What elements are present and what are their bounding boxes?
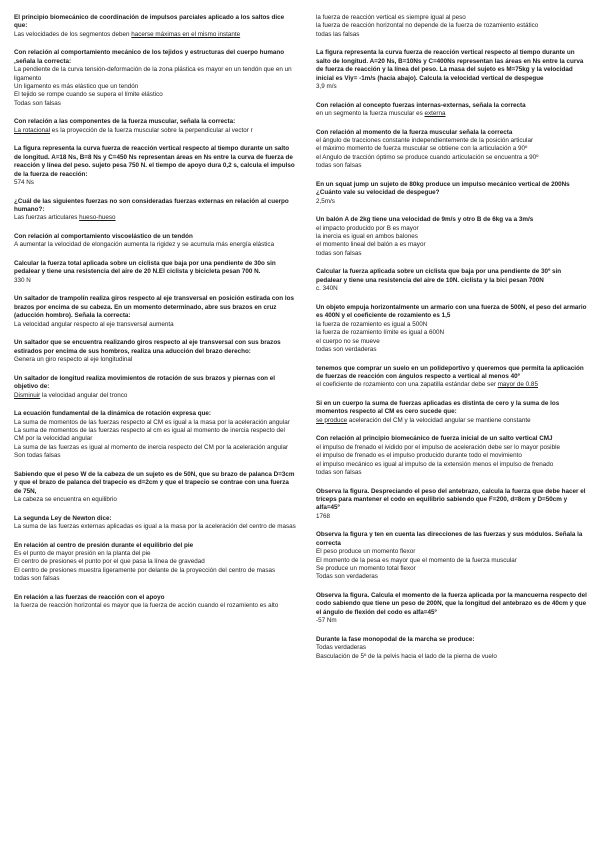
answer-line: La suma de momentos de las fuerzas respecto al CM es igual a la masa por la aceleración angular <box>14 418 290 426</box>
question-text: Si en un cuerpo la suma de fuerzas aplicadas es distinta de cero y la suma de los momentos respecto al CM es cero sucede que: <box>316 399 560 416</box>
question-block <box>316 102 588 119</box>
answer-line: El momento de la pesa es mayor que el momento de la fuerza muscular <box>316 556 517 564</box>
question-block <box>316 129 588 171</box>
answer-underlined: La rotacional <box>14 126 51 134</box>
answer-line: la fuerza de rozamiento es igual a 500N <box>316 320 428 328</box>
question-text: Observa la figura. Calcula el momento de la fuerza aplicada por la mancuerna respecto del codo sabiendo que tiene un peso de 200N, que la longitud del antebrazo es de 40cm y que el ángulo de flexión del codo es alfa=45º <box>316 591 587 616</box>
question-block <box>316 488 588 522</box>
answer-line: 3,9 m/s <box>316 83 337 91</box>
question-text: Con relación al principio biomecánico de fuerza inicial de un salto vertical CMJ <box>316 435 553 443</box>
right-column <box>316 14 588 671</box>
question-text: Un saltador de longitud realiza movimientos de rotación de sus brazos y piernas con el objetivo de: <box>14 374 276 391</box>
answer-line <box>14 392 296 400</box>
answer-line: todas son falsas <box>316 162 362 170</box>
answer-line: el impulso de frenado el ividido por el impulso de aceleración debe ser lo mayor posible <box>316 443 560 451</box>
question-text: Un balón A de 2kg tiene una velocidad de 9m/s y otro B de 6kg va a 3m/s <box>316 216 534 224</box>
question-block <box>14 410 296 460</box>
question-text: La figura representa la curva fuerza de reacción vertical respecto al tiempo durante un salto de longitud. A=18 Ns, B=8 Ns y C=450 Ns representan áreas en Ns entre la curva de fuerza de reacción y línea del peso. sujeto pesa 750 N. el tiempo de apoyo dura 0,2 s, calcula el impulso de la fuerza de reacción: <box>14 145 295 178</box>
answer-line: -57 Nm <box>316 617 337 625</box>
answer-line: c. 340N <box>316 285 338 293</box>
question-text: Con relación al concepto fuerzas internas-externas, señala la correcta <box>316 101 526 109</box>
answer-line: el cuerpo no se mueve <box>316 337 380 345</box>
answer-underlined: Disminuir <box>14 391 41 399</box>
answer-text: aceleración del CM y la velocidad angular se mantiene constante <box>347 416 531 424</box>
question-block <box>316 435 588 477</box>
answer-line: el Angulo de tracción óptimo se produce cuando articulación se encuentra a 90º <box>316 153 539 161</box>
answer-text: Las fuerzas articulares <box>14 214 80 222</box>
answer-text: la velocidad angular del tronco <box>40 391 128 399</box>
question-text: Con relación al comportamiento viscoelástico de un tendón <box>14 233 193 241</box>
answer-line: Todas verdaderas <box>316 644 367 652</box>
question-text: Un objeto empuja horizontalmente un armario con una fuerza de 500N, el peso del armario es 400N y el coeficiente de rozamiento es 1,5 <box>316 303 587 320</box>
answer-line <box>14 214 296 222</box>
answer-line: la fuerza de reacción horizontal no depende de la fuerza de rozamiento estático <box>316 22 539 30</box>
answer-line: Basculación de 5º de la pelvis hacia el lado de la pierna de vuelo <box>316 652 497 660</box>
question-block <box>14 233 296 250</box>
answer-line: Genera un giro respecto al eje longitudinal <box>14 356 133 364</box>
answer-line: La velocidad angular respecto al eje transversal aumenta <box>14 320 174 328</box>
question-text: En relación al centro de presión durante el equilibrio del pie <box>14 541 194 549</box>
question-block <box>316 49 588 91</box>
answer-line: La pendiente de la curva tensión-deformación de la zona plástica es mayor en un tendón que en un ligamento <box>14 66 292 82</box>
question-text: En relación a las fuerzas de reacción con el apoyo <box>14 593 165 601</box>
answer-line: el momento lineal del balón a es mayor <box>316 241 426 249</box>
answer-line <box>316 417 588 425</box>
answer-line: Todas son falsas <box>14 99 61 107</box>
left-column <box>14 14 296 621</box>
question-block <box>316 592 588 626</box>
question-block <box>14 260 296 285</box>
answer-line: Son todas falsas <box>14 452 61 460</box>
answer-line: El centro de presiones muestra ligeramente por delante de la proyección del centro de masas <box>14 566 276 574</box>
answer-text: Las velocidades de los segmentos deben <box>14 30 132 38</box>
answer-line: A aumentar la velocidad de elongación aumenta la rigidez y se acumula más energía elástica <box>14 241 275 249</box>
answer-line: Todas son verdaderas <box>316 573 378 581</box>
answer-line: el impulso mecánico es igual al impulso de la extensión menos el impulso de frenado <box>316 460 554 468</box>
answer-underlined: externa <box>424 110 446 118</box>
answer-text: el coeficiente de rozamiento con una zapatilla estándar debe ser <box>316 381 498 389</box>
question-text: Sabiendo que el peso W de la cabeza de un sujeto es de 50N, que su brazo de palanca D=3cm y que el brazo de palanca del trapecio es d=2cm y que el trapecio se contrae con una fuerza de 75N, <box>14 470 295 495</box>
question-block <box>316 304 588 354</box>
question-block <box>14 145 296 187</box>
question-block <box>14 49 296 108</box>
answer-line: 574 Ns <box>14 179 34 187</box>
answer-line: la fuerza de reacción vertical es siempre igual al peso <box>316 14 466 21</box>
question-block <box>316 400 588 425</box>
question-block <box>316 531 588 581</box>
question-block <box>14 515 296 532</box>
answer-line: todas son falsas <box>14 575 60 583</box>
answer-underlined: mayor de 0.85 <box>497 381 538 389</box>
answer-line: el ángulo de tracciones constante independientemente de la posición articular <box>316 137 534 145</box>
answer-text: es la proyección de la fuerza muscular sobre la perpendicular al vector r <box>50 126 253 134</box>
answer-line: la fuerza de rozamiento límite es igual a 600N <box>316 329 445 337</box>
question-text: El principio biomecánico de coordinación de impulsos parciales aplicado a los saltos dice que: <box>14 14 285 30</box>
question-text: Observa la figura y ten en cuenta las direcciones de las fuerzas y sus módulos. Señala la correcta <box>316 531 583 547</box>
question-block <box>14 375 296 400</box>
answer-line <box>14 31 296 39</box>
answer-line: la fuerza de reacción horizontal es mayor que la fuerza de acción cuando el rozamiento es alto <box>14 602 279 610</box>
question-block <box>14 118 296 135</box>
question-text: Observa la figura. Despreciando el peso del antebrazo, calcula la fuerza que debe hacer el tríceps para mantener el codo en equilibrio sabiendo que F=200, d=8cm y D=50cm y alfa=45º <box>316 487 586 512</box>
answer-line: Un ligamento es más elástico que un tendón <box>14 83 139 91</box>
answer-line: 1768 <box>316 512 331 520</box>
answer-text: en un segmento la fuerza muscular es <box>316 110 425 118</box>
answer-line: La suma de las fuerzas es igual al momento de inercia respecto del CM por la aceleración angular <box>14 443 289 451</box>
answer-line: El centro de presiones el punto por el que pasa la línea de gravedad <box>14 558 205 566</box>
answer-underlined: se produce <box>316 416 348 424</box>
question-text: Con relación al momento de la fuerza muscular señala la correcta <box>316 128 513 136</box>
question-block <box>14 198 296 223</box>
question-text: Calcular la fuerza aplicada sobre un ciclista que baja por una pendiente de 30º sin pedalear y tiene una resistencia del aire de 10N. ciclista y la bici pesan 700N <box>316 268 562 284</box>
answer-line: Se produce un momento total flexor <box>316 564 416 572</box>
answer-line <box>14 127 296 135</box>
question-text: tenemos que comprar un suelo en un polideportivo y queremos que permita la aplicación de fuerzas de reacción con ángulos respecto a vertical al menos 40º <box>316 364 584 380</box>
question-block <box>316 216 588 258</box>
question-block <box>14 594 296 611</box>
question-text: Con relación a las componentes de la fuerza muscular, señala la correcta: <box>14 118 236 126</box>
question-block <box>316 636 588 661</box>
answer-line: El peso produce un momento flexor <box>316 548 416 556</box>
answer-line: todas son falsas <box>316 468 362 476</box>
question-block <box>14 339 296 364</box>
question-block <box>316 14 588 39</box>
question-text: Un saltador de trampolín realiza giros respecto al eje transversal en posición estirada con los brazos por encima de su cabeza. En un momento determinado, abre sus brazos en cruz (aducción hombro). Señala la correcta: <box>14 295 294 320</box>
question-text: La segunda Ley de Newton dice: <box>14 514 112 522</box>
question-text: Durante la fase monopodal de la marcha se produce: <box>316 635 475 643</box>
answer-line: todas las falsas <box>316 30 360 38</box>
question-text: Con relación al comportamiento mecánico de los tejidos y estructuras del cuerpo humano ,señala la correcta: <box>14 49 285 65</box>
answer-line: todas son falsas <box>316 249 362 257</box>
question-block <box>316 181 588 206</box>
question-block <box>316 268 588 293</box>
answer-line <box>316 381 588 389</box>
answer-line: El tejido se rompe cuando se supera el límite elástico <box>14 91 163 99</box>
question-block <box>14 542 296 584</box>
answer-line: el máximo momento de fuerza muscular se obtiene con la articulación a 90º <box>316 145 528 153</box>
question-text: La figura representa la curva fuerza de reacción vertical respecto al tiempo durante un salto de longitud. A=20 Ns, B=10Ns y C=400Ns representan las áreas en Ns entre la curva de fuerza de reacción y la línea del peso. La masa del sujeto es M=75kg y la velocidad inicial es Viy= -1m/s (hacia abajo). Calcula la velocidad vertical de despegue <box>316 49 584 82</box>
question-block <box>14 471 296 505</box>
answer-line: el impacto producido por B es mayor <box>316 224 419 232</box>
answer-underlined: hacerse máximas en el mismo instante <box>131 30 241 38</box>
question-text: Un saltador que se encuentra realizando giros respecto al eje transversal con sus brazos estirados por encima de sus hombros, realiza una aducción del brazo derecho: <box>14 339 281 355</box>
answer-line <box>316 110 588 118</box>
question-text: La ecuación fundamental de la dinámica de rotación expresa que: <box>14 410 212 418</box>
question-block <box>316 365 588 390</box>
question-text: ¿Cuál de las siguientes fuerzas no son consideradas fuerzas externas en relación al cuerpo humano?: <box>14 197 289 214</box>
answer-line: La suma de las fuerzas externas aplicadas es igual a la masa por la aceleración del centro de masas <box>14 522 296 530</box>
answer-line: 330 N <box>14 276 31 284</box>
answer-line: La suma de momentos de las fuerzas respecto al cm es igual al momento de inercia respecto del CM por la velocidad angular <box>14 426 285 443</box>
answer-underlined: hueso-hueso <box>79 214 116 222</box>
answer-line: 2,5m/s <box>316 197 335 205</box>
question-block <box>14 14 296 39</box>
answer-line: el impulso de frenado es el impulso producido durante todo el movimiento <box>316 452 522 460</box>
question-block <box>14 295 296 329</box>
question-text: En un squat jump un sujeto de 80kg produce un impulso mecánico vertical de 200Ns ¿Cuánto vale su velocidad de despegue? <box>316 180 570 197</box>
answer-line: todas son verdaderas <box>316 345 377 353</box>
question-text: Calcular la fuerza total aplicada sobre un ciclista que baja por una pendiente de 30o sin pedalear y tiene una resistencia del aire de 20 N.El ciclista y bicicleta pesan 700 N. <box>14 260 276 276</box>
answer-line: Es el punto de mayor presión en la planta del pie <box>14 549 151 557</box>
answer-line: la inercia es igual en ambos balones <box>316 233 418 241</box>
answer-line: La cabeza se encuentra en equilibrio <box>14 495 117 503</box>
